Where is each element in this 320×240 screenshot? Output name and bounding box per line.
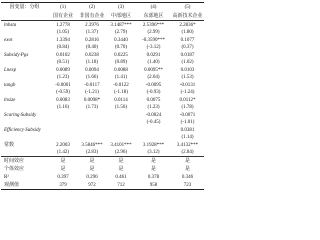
header-group-3: 中部地区 xyxy=(106,12,136,21)
coef-cell: 0.0187 xyxy=(180,52,195,58)
stat-cell: 是 xyxy=(89,166,95,172)
header-group-5: 高新技术企业 xyxy=(172,13,203,19)
table-body xyxy=(1,21,204,190)
coef-cell: 2.5396*** xyxy=(142,22,165,28)
tstat-cell: (1.41) xyxy=(114,75,128,80)
tstat-cell: (-0.45) xyxy=(146,120,161,125)
tstat-cell: (1.78) xyxy=(181,105,194,110)
coef-cell: 2.2836* xyxy=(179,22,196,28)
tstat-cell: (1.66) xyxy=(85,75,99,80)
header-group-1: 国有企业 xyxy=(48,12,78,21)
tstat-cell: (0.40) xyxy=(85,45,99,50)
stat-cell: 是 xyxy=(48,157,78,166)
tstat-cell: (-3.12) xyxy=(146,45,161,50)
stat-row-observations xyxy=(1,181,204,190)
stat-cell: 0.346 xyxy=(181,174,194,180)
coef-cell: 0.0112* xyxy=(179,97,196,103)
stat-cell: 379 xyxy=(48,181,78,190)
stat-row-time-effect xyxy=(1,157,204,166)
table-row xyxy=(1,111,204,119)
table-row xyxy=(1,66,204,74)
coef-cell: -0.0071 xyxy=(179,112,196,118)
coef-cell: 0.0094 xyxy=(85,67,99,73)
coef-cell: 0.0075 xyxy=(146,97,161,103)
tstat-blank xyxy=(1,149,48,157)
tstat-cell: (-1.24) xyxy=(180,90,195,95)
coef-cell: 0.1077 xyxy=(180,37,195,43)
coef-cell: -0.0061 xyxy=(55,82,71,88)
header-group-2: 非国有企业 xyxy=(79,13,105,19)
variable-name: Lnexp xyxy=(4,67,17,73)
tstat-blank xyxy=(1,134,48,141)
stat-label: 个体效应 xyxy=(4,166,25,172)
tstat-blank xyxy=(1,89,48,96)
coef-cell: 0.0381 xyxy=(180,127,195,133)
table-row xyxy=(1,21,204,30)
coef-cell: -0.0024 xyxy=(145,112,162,118)
tstat-cell: (1.23) xyxy=(56,75,70,80)
stat-cell: 是 xyxy=(106,157,136,166)
coef-cell xyxy=(78,111,106,119)
coef-cell: 0.0103 xyxy=(180,67,195,73)
coef-cell: 0.0225 xyxy=(114,52,128,58)
tstat-cell xyxy=(78,134,106,141)
stat-label: 观测值 xyxy=(1,181,48,190)
tstat-cell: (3.12) xyxy=(147,150,160,155)
tstat-cell: (2.84) xyxy=(181,150,194,155)
coef-cell: 3.1487*** xyxy=(110,22,132,28)
tstat-cell: (0.51) xyxy=(56,60,70,65)
coef-cell xyxy=(78,126,106,134)
tstat-cell: (2.79) xyxy=(114,30,128,35)
table-row-tstat xyxy=(1,149,204,157)
table-row-tstat xyxy=(1,89,204,96)
stat-cell: 723 xyxy=(171,181,204,190)
coef-cell xyxy=(106,126,136,134)
stat-cell: 958 xyxy=(136,181,171,190)
variable-name: Subsidy·Pgs xyxy=(4,52,29,58)
variable-name: exot xyxy=(4,37,13,43)
stat-label: R² xyxy=(4,174,9,180)
tstat-cell: (0.37) xyxy=(181,45,194,50)
table-row-constant xyxy=(1,141,204,149)
stat-cell: 是 xyxy=(184,166,190,172)
tstat-cell: (0.89) xyxy=(114,60,128,65)
coef-cell xyxy=(136,126,171,134)
table-row xyxy=(1,81,204,89)
tstat-cell: (-1.21) xyxy=(85,90,99,95)
variable-name: 常数 xyxy=(4,142,15,148)
coef-cell: 3.1928*** xyxy=(142,142,165,148)
tstat-cell: (-0.93) xyxy=(146,90,161,95)
table-row xyxy=(1,96,204,104)
tstat-cell: (1.40) xyxy=(147,60,160,65)
coef-cell: 3.5846*** xyxy=(81,142,103,148)
stat-cell: 是 xyxy=(136,157,171,166)
stat-cell: 0.378 xyxy=(147,174,160,180)
coef-cell: -0.0095 xyxy=(145,82,162,88)
tstat-cell: (1.16) xyxy=(56,105,70,110)
header-row-groups xyxy=(1,12,204,21)
coef-cell xyxy=(48,126,78,134)
header-group-4: 东部地区 xyxy=(136,12,171,21)
stat-cell: 是 xyxy=(171,157,204,166)
tstat-cell: (1.23) xyxy=(147,105,160,110)
tstat-cell: (1.42) xyxy=(56,150,70,155)
coef-cell: -0.3590*** xyxy=(142,37,165,43)
table-row-tstat xyxy=(1,44,204,51)
coef-cell: 1.2778 xyxy=(56,22,70,28)
coef-cell: 0.3440 xyxy=(114,37,128,43)
tstat-cell: (1.56) xyxy=(114,105,128,110)
tstat-cell xyxy=(106,119,136,126)
header-col-4: (4) xyxy=(136,3,171,13)
tstat-cell: (-0.59) xyxy=(56,90,70,95)
tstat-blank xyxy=(1,104,48,111)
tstat-cell: (1.80) xyxy=(181,30,194,35)
tstat-cell xyxy=(48,119,78,126)
header-col-3: (3) xyxy=(106,3,136,13)
variable-name: lnbsta xyxy=(4,22,17,28)
coef-cell: 2.3976 xyxy=(85,22,99,28)
coef-cell: 0.0089 xyxy=(56,67,70,73)
tstat-blank xyxy=(1,74,48,81)
stat-cell: 712 xyxy=(106,181,136,190)
regression-table xyxy=(1,2,204,190)
coef-cell: -0.0131 xyxy=(179,82,196,88)
coef-cell: 0.0083 xyxy=(56,97,70,103)
tstat-blank xyxy=(1,44,48,51)
coef-cell: 0.0102 xyxy=(56,52,70,58)
stat-cell: 0.290 xyxy=(86,174,98,180)
table-row-tstat xyxy=(1,59,204,66)
tstat-cell: (1.37) xyxy=(85,30,99,35)
coef-cell xyxy=(48,111,78,119)
variable-name: lnsize xyxy=(4,97,16,103)
stat-row-individual-effect xyxy=(1,165,204,173)
table-row-tstat xyxy=(1,29,204,36)
header-row-numbers xyxy=(1,3,204,13)
tstat-blank xyxy=(1,59,48,66)
tstat-cell xyxy=(48,134,78,141)
coef-cell: 0.0098* xyxy=(83,97,101,103)
table-row xyxy=(1,36,204,44)
coef-cell: -0.0117 xyxy=(84,82,100,88)
tstat-blank xyxy=(1,119,48,126)
tstat-cell: (2.96) xyxy=(114,150,128,155)
stat-label: 时间效应 xyxy=(1,157,48,166)
tstat-cell: (1.02) xyxy=(181,60,194,65)
stat-cell: 0.461 xyxy=(115,174,127,180)
variable-name: Efficiency·Subsidy xyxy=(4,127,41,133)
stat-cell: 是 xyxy=(78,157,106,166)
header-col-5: (5) xyxy=(171,3,204,13)
tstat-cell: (2.04) xyxy=(147,75,160,80)
stat-cell: 是 xyxy=(60,166,66,172)
coef-cell: 0.0088 xyxy=(114,67,128,73)
table-row-tstat xyxy=(1,104,204,111)
tstat-cell: (0.70) xyxy=(114,45,128,50)
table-row-tstat xyxy=(1,134,204,141)
stat-cell: 是 xyxy=(150,166,156,172)
tstat-cell: (1.14) xyxy=(181,135,194,140)
tstat-cell: (2.83) xyxy=(85,150,99,155)
header-col-2: (2) xyxy=(78,3,106,13)
stat-row-r-squared xyxy=(1,173,204,181)
variable-name: Scaring·Subsidy xyxy=(4,112,37,118)
tstat-cell: (1.73) xyxy=(85,105,99,110)
tstat-cell: (1.05) xyxy=(56,30,70,35)
tstat-cell: (0.84) xyxy=(56,45,70,50)
coef-cell: 1.3394 xyxy=(56,37,70,43)
table-row xyxy=(1,126,204,134)
coef-cell: 3.4101*** xyxy=(110,142,132,148)
coef-cell: 0.2816 xyxy=(85,37,99,43)
tstat-blank xyxy=(1,29,48,36)
coef-cell xyxy=(106,111,136,119)
table-row-tstat xyxy=(1,74,204,81)
tstat-cell xyxy=(78,119,106,126)
table-row xyxy=(1,51,204,59)
tstat-cell: (1.53) xyxy=(181,75,194,80)
stat-cell: 0.397 xyxy=(57,174,69,180)
coef-cell: 2.2003 xyxy=(56,142,70,148)
header-col-1: (1) xyxy=(48,3,78,13)
tstat-cell: (-1.18) xyxy=(114,90,128,95)
tstat-cell: (2.99) xyxy=(147,30,160,35)
coef-cell: 0.0114 xyxy=(114,97,128,103)
coef-cell: 3.4132*** xyxy=(176,142,199,148)
tstat-cell: (1.18) xyxy=(85,60,99,65)
tstat-cell xyxy=(106,134,136,141)
header-blank xyxy=(1,12,48,21)
header-dependent-variable: 因变量：分组 xyxy=(1,3,48,13)
coef-cell: 0.0291 xyxy=(146,52,161,58)
coef-cell: -0.0122 xyxy=(113,82,129,88)
coef-cell: 0.0238 xyxy=(85,52,99,58)
coef-cell: 0.0095** xyxy=(144,67,163,73)
variable-name: tangb xyxy=(4,82,16,88)
tstat-cell: (-1.01) xyxy=(180,120,195,125)
tstat-cell xyxy=(136,134,171,141)
table-row-tstat xyxy=(1,119,204,126)
stat-cell: 是 xyxy=(118,166,124,172)
stat-cell: 972 xyxy=(78,181,106,190)
